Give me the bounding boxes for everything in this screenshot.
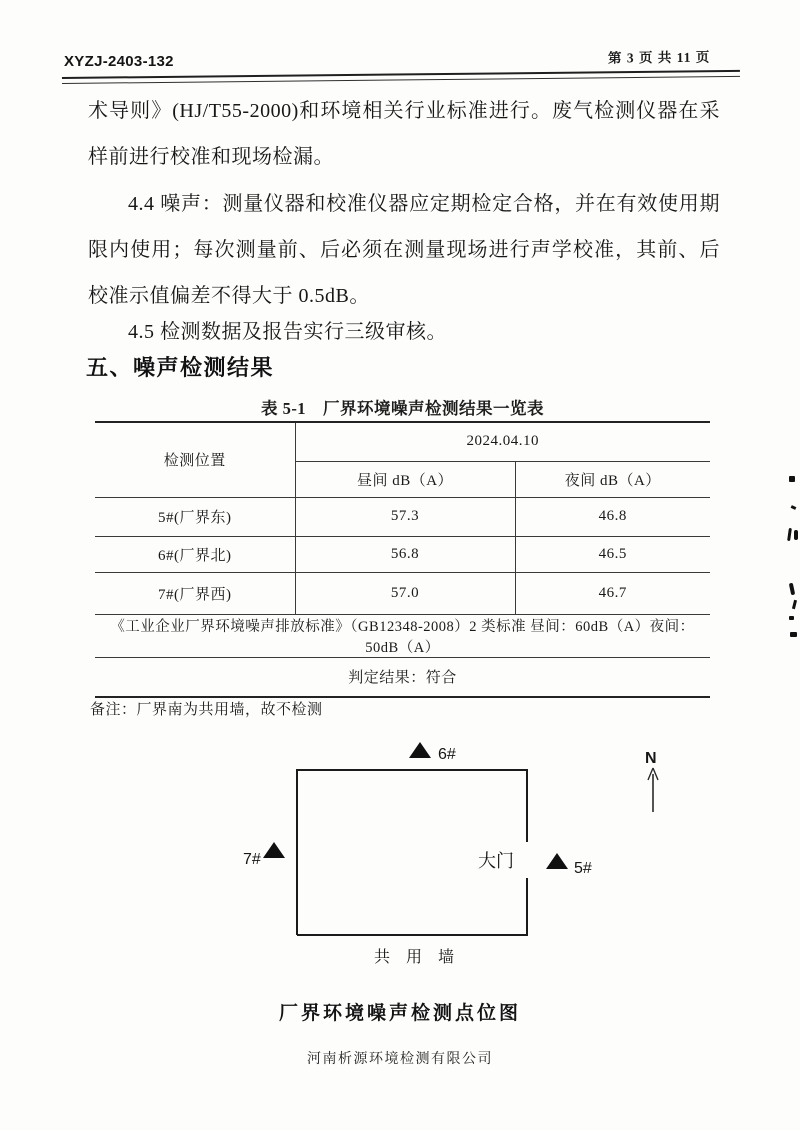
noise-results-table xyxy=(95,421,710,698)
page-indicator: 第 3 页 共 11 页 xyxy=(607,49,711,66)
judgment-result: 判定结果：符合 xyxy=(95,657,710,697)
table-row xyxy=(95,497,710,536)
table-cell-position: 6#(厂界北) xyxy=(95,536,295,572)
scan-artifact xyxy=(789,583,795,596)
point-5-label: 5# xyxy=(574,860,592,877)
section-heading: 五、噪声检测结果 xyxy=(86,355,275,380)
monitoring-point-7-triangle-icon xyxy=(263,842,285,858)
table-cell-day: 57.3 xyxy=(295,497,515,536)
diagram-caption: 厂界环境噪声检测点位图 xyxy=(278,1003,521,1024)
table-row-standard xyxy=(95,614,710,657)
body-paragraph-continuation: 术导则》(HJ/T55-2000)和环境相关行业标准进行。废气检测仪器在采样前进行校准和现场检漏。 xyxy=(88,100,720,168)
document-code: XYZJ-2403-132 xyxy=(64,53,174,70)
scan-artifact xyxy=(790,632,797,637)
scan-artifact xyxy=(794,530,798,540)
monitoring-points-diagram xyxy=(0,730,800,980)
table-cell-position: 5#(厂界东) xyxy=(95,497,295,536)
table-header-date: 2024.04.10 xyxy=(295,422,710,461)
table-cell-night: 46.7 xyxy=(515,572,710,614)
scan-artifact xyxy=(791,505,797,510)
table-cell-night: 46.8 xyxy=(515,497,710,536)
shared-wall-label: 共 用 墙 xyxy=(374,949,461,966)
body-paragraph-4-5: 4.5 检测数据及报告实行三级审核。 xyxy=(128,321,447,343)
table-row xyxy=(95,572,710,614)
table-cell-night: 46.5 xyxy=(515,536,710,572)
monitoring-point-6-triangle-icon xyxy=(409,742,431,758)
scan-artifact xyxy=(787,528,792,541)
table-header-night: 夜间 dB（A） xyxy=(515,461,710,497)
point-6-label: 6# xyxy=(438,746,456,763)
header-divider xyxy=(62,70,740,84)
table-row-header-date xyxy=(95,422,710,461)
scan-artifact xyxy=(789,616,794,620)
table-cell-position: 7#(厂界西) xyxy=(95,572,295,614)
north-label: N xyxy=(645,750,657,767)
table-title: 表 5-1 厂界环境噪声检测结果一览表 xyxy=(260,399,545,418)
table-header-position: 检测位置 xyxy=(95,422,295,497)
table-cell-day: 56.8 xyxy=(295,536,515,572)
table-remark: 备注：厂界南为共用墙，故不检测 xyxy=(90,702,323,718)
scan-artifact xyxy=(789,476,795,482)
table-header-day: 昼间 dB（A） xyxy=(295,461,515,497)
gate-label: 大门 xyxy=(478,851,514,871)
monitoring-point-5-triangle-icon xyxy=(546,853,568,869)
table-row-judgment xyxy=(95,657,710,697)
point-7-label: 7# xyxy=(243,851,261,868)
table-row xyxy=(95,536,710,572)
scan-artifact xyxy=(792,600,797,609)
company-name: 河南析源环境检测有限公司 xyxy=(307,1052,493,1067)
diagram-canvas xyxy=(0,730,800,980)
body-paragraph-4-4: 4.4 噪声：测量仪器和校准仪器应定期检定合格，并在有效使用期限内使用；每次测量前、后必须在测量现场进行声学校准，其前、后校准示值偏差不得大于 0.5dB。 xyxy=(88,193,720,307)
table-cell-day: 57.0 xyxy=(295,572,515,614)
factory-boundary-outline-lower xyxy=(297,878,527,935)
standard-note: 《工业企业厂界环境噪声排放标准》（GB12348-2008）2 类标准 昼间：60dB（A）夜间：50dB（A） xyxy=(95,614,710,657)
